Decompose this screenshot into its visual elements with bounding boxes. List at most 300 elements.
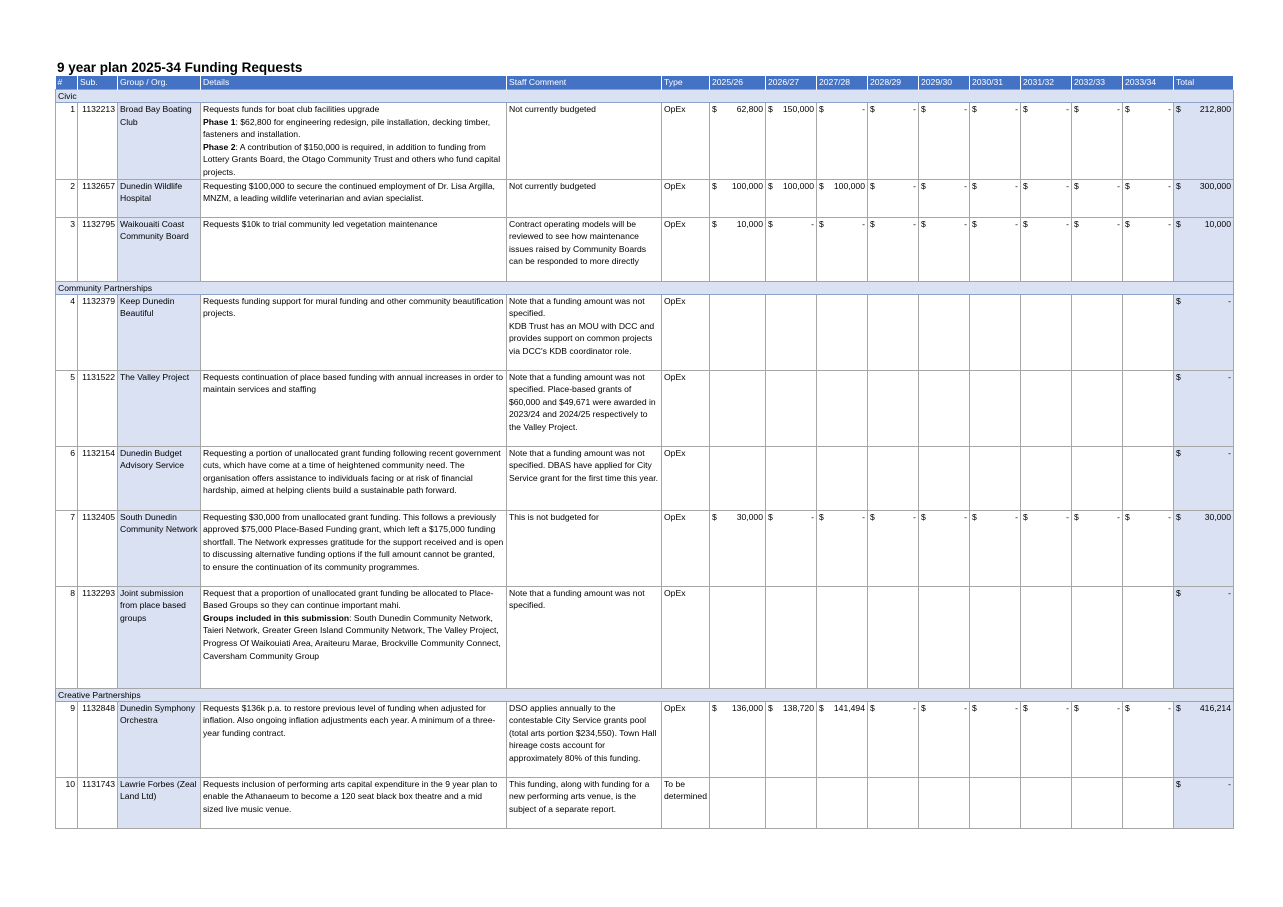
column-header: 2026/27 [765,76,816,90]
type: OpEx [662,217,710,281]
funding-requests-table [55,76,1234,829]
row-number: 10 [56,777,78,828]
currency-symbol: $ [869,104,875,114]
year-amount [765,179,816,217]
submission-id: 1131522 [78,370,118,446]
column-header: Sub. [78,76,118,90]
details [201,777,507,828]
currency-symbol: $ [767,511,773,522]
type: OpEx [662,103,710,180]
table-row [56,103,1234,180]
amount: 62,800 [736,104,763,114]
year-amount [969,179,1020,217]
row-number: 4 [56,294,78,370]
year-amount [1122,103,1173,180]
amount: - [1228,778,1231,789]
total-amount [1173,217,1233,281]
amount: 100,000 [782,180,814,191]
group-org: Dunedin Symphony Orchestra [118,701,201,777]
year-amount [969,294,1020,370]
amount: - [964,104,967,114]
currency-symbol: $ [920,104,926,114]
details-text: : $62,800 for engineering redesign, pile installation, decking timber, fasteners and installation. [203,116,491,140]
column-header: Type [662,76,710,90]
currency-symbol: $ [1124,702,1130,713]
staff-comment-line: Not currently budgeted [509,180,596,191]
currency-symbol: $ [1124,218,1130,229]
staff-comment-line: Not currently budgeted [509,104,596,114]
column-header: Group / Org. [118,76,201,90]
staff-comment [507,446,662,510]
amount: - [1117,702,1120,713]
amount: - [1066,180,1069,191]
year-amount [867,370,918,446]
currency-symbol: $ [869,180,875,191]
column-header: 2031/32 [1020,76,1071,90]
header-row [56,76,1234,90]
amount: - [1066,104,1069,114]
amount: - [1117,511,1120,522]
year-amount [918,217,969,281]
currency-symbol: $ [869,702,875,713]
currency-symbol: $ [1175,218,1181,229]
column-header: Details [201,76,507,90]
currency-symbol: $ [818,511,824,522]
currency-symbol: $ [1022,104,1028,114]
year-amount [816,446,867,510]
total-amount [1173,777,1233,828]
details-paragraph [203,218,504,231]
year-amount [1020,217,1071,281]
details-paragraph [203,103,504,116]
details-text: Requesting $30,000 from unallocated grant funding. This follows a previously approved $75,000 Place-Based Funding grant, which left a $175,000 funding shortfall. The Network expresses gratitude for the support received and is open to discussing alternative funding options if the full amount cannot be granted, to ensure the continuation of its community programmes. [203,511,504,572]
year-amount [969,586,1020,688]
table-row [56,179,1234,217]
currency-symbol: $ [920,218,926,229]
amount: 138,720 [782,702,814,713]
year-amount [969,701,1020,777]
currency-symbol: $ [920,511,926,522]
submission-id: 1132379 [78,294,118,370]
row-number: 5 [56,370,78,446]
year-amount [867,179,918,217]
year-amount [816,586,867,688]
year-amount [816,370,867,446]
staff-comment [507,510,662,586]
year-amount [969,446,1020,510]
amount: - [964,702,967,713]
year-amount [1122,777,1173,828]
table-row [56,217,1234,281]
year-amount [1071,446,1122,510]
currency-symbol: $ [1073,180,1079,191]
year-amount [1122,586,1173,688]
amount: - [1066,702,1069,713]
staff-comment-line: Note that a funding amount was not specified. DBAS have applied for City Service grant for the first time this year. [509,447,659,483]
amount: - [913,218,916,229]
year-amount [867,777,918,828]
staff-comment [507,179,662,217]
year-amount [867,701,918,777]
currency-symbol: $ [869,511,875,522]
amount: 136,000 [731,702,763,713]
amount: 416,214 [1199,702,1231,713]
amount: 100,000 [731,180,763,191]
currency-symbol: $ [1022,511,1028,522]
currency-symbol: $ [711,104,717,114]
year-amount [816,179,867,217]
submission-id: 1132293 [78,586,118,688]
currency-symbol: $ [1175,511,1181,522]
year-amount [709,510,765,586]
currency-symbol: $ [1124,104,1130,114]
year-amount [709,103,765,180]
currency-symbol: $ [767,104,773,114]
year-amount [816,777,867,828]
column-header: # [56,76,78,90]
year-amount [1071,179,1122,217]
currency-symbol: $ [767,180,773,191]
amount: - [1066,511,1069,522]
details [201,586,507,688]
table-row [56,446,1234,510]
year-amount [765,103,816,180]
year-amount [765,701,816,777]
group-org: Keep Dunedin Beautiful [118,294,201,370]
amount: - [1015,180,1018,191]
currency-symbol: $ [711,702,717,713]
currency-symbol: $ [920,180,926,191]
total-amount [1173,179,1233,217]
staff-comment-line: Note that a funding amount was not specified. Place-based grants of $60,000 and $49,671 were awarded in 2023/24 and 2024/25 respectively to the Valley Project. [509,371,656,432]
year-amount [918,446,969,510]
submission-id: 1131743 [78,777,118,828]
currency-symbol: $ [711,180,717,191]
amount: - [1168,104,1171,114]
amount: - [1015,511,1018,522]
currency-symbol: $ [818,180,824,191]
year-amount [1020,586,1071,688]
year-amount [918,370,969,446]
group-org: Waikouaiti Coast Community Board [118,217,201,281]
amount: - [1168,511,1171,522]
currency-symbol: $ [1073,218,1079,229]
currency-symbol: $ [711,218,717,229]
year-amount [918,510,969,586]
details-text: : A contribution of $150,000 is required, in addition to funding from Lottery Grants Board, the Otago Community Trust and others who fund capital projects. [203,141,501,177]
amount: - [913,511,916,522]
year-amount [816,701,867,777]
year-amount [918,103,969,180]
currency-symbol: $ [1073,511,1079,522]
amount: 150,000 [782,104,814,114]
table-row [56,777,1234,828]
table-row [56,586,1234,688]
details-paragraph [203,141,504,179]
currency-symbol: $ [971,180,977,191]
type: To be determined [662,777,710,828]
year-amount [1071,103,1122,180]
year-amount [1071,294,1122,370]
currency-symbol: $ [1073,104,1079,114]
type: OpEx [662,510,710,586]
amount: 10,000 [1204,218,1231,229]
year-amount [765,294,816,370]
year-amount [918,586,969,688]
column-header: 2033/34 [1122,76,1173,90]
staff-comment-line: Note that a funding amount was not specified. [509,587,645,611]
amount: - [913,702,916,713]
row-number: 3 [56,217,78,281]
type: OpEx [662,446,710,510]
details-paragraph [203,612,504,662]
staff-comment [507,103,662,180]
group-org: South Dunedin Community Network [118,510,201,586]
details-text: Request that a proportion of unallocated grant funding be allocated to Place-Based Groups so they can continue important mahi. [203,587,494,611]
group-org: The Valley Project [118,370,201,446]
amount: - [964,511,967,522]
section-row [56,281,1234,294]
currency-symbol: $ [1073,702,1079,713]
year-amount [1071,370,1122,446]
staff-comment [507,701,662,777]
currency-symbol: $ [920,702,926,713]
year-amount [1071,510,1122,586]
year-amount [816,294,867,370]
currency-symbol: $ [1175,702,1181,713]
year-amount [867,446,918,510]
row-number: 1 [56,103,78,180]
year-amount [1071,777,1122,828]
year-amount [709,701,765,777]
year-amount [709,217,765,281]
amount: - [862,511,865,522]
total-amount [1173,586,1233,688]
details-text: Requests continuation of place based funding with annual increases in order to maintain services and staffing [203,371,504,395]
row-number: 9 [56,701,78,777]
year-amount [969,510,1020,586]
amount: - [964,180,967,191]
year-amount [867,103,918,180]
table-row [56,701,1234,777]
amount: - [1015,104,1018,114]
table-row [56,370,1234,446]
amount: - [862,104,865,114]
year-amount [1122,701,1173,777]
column-header: Staff Comment [507,76,662,90]
year-amount [1020,701,1071,777]
year-amount [765,510,816,586]
year-amount [969,777,1020,828]
column-header: 2028/29 [867,76,918,90]
currency-symbol: $ [1175,587,1181,598]
staff-comment-line: DSO applies annually to the contestable City Service grants pool (total arts portion $234,550). Town Hall hireage costs account for approximately 80% of this funding. [509,702,657,763]
group-org: Dunedin Budget Advisory Service [118,446,201,510]
staff-comment-line: This funding, along with funding for a new performing arts venue, is the subject of a separate report. [509,778,650,814]
year-amount [1020,446,1071,510]
year-amount [1071,701,1122,777]
amount: - [1117,180,1120,191]
year-amount [765,446,816,510]
year-amount [709,777,765,828]
year-amount [1122,294,1173,370]
currency-symbol: $ [1175,371,1181,382]
details [201,370,507,446]
staff-comment [507,294,662,370]
submission-id: 1132213 [78,103,118,180]
details-paragraph [203,371,504,396]
year-amount [709,294,765,370]
staff-comment [507,777,662,828]
amount: - [1228,371,1231,382]
year-amount [867,510,918,586]
amount: - [1168,702,1171,713]
currency-symbol: $ [1175,295,1181,306]
details-paragraph [203,511,504,574]
year-amount [1020,103,1071,180]
section-label: Creative Partnerships [56,688,1234,701]
details-bold-label: Phase 1 [203,116,236,127]
amount: - [1117,104,1120,114]
section-row [56,90,1234,103]
column-header: 2030/31 [969,76,1020,90]
currency-symbol: $ [767,218,773,229]
year-amount [1122,370,1173,446]
submission-id: 1132154 [78,446,118,510]
amount: - [1015,218,1018,229]
amount: - [913,180,916,191]
year-amount [765,777,816,828]
amount: - [964,218,967,229]
currency-symbol: $ [1022,218,1028,229]
year-amount [1020,179,1071,217]
details [201,294,507,370]
currency-symbol: $ [767,702,773,713]
year-amount [765,586,816,688]
year-amount [918,294,969,370]
details-text: : South Dunedin Community Network, Taieri Network, Greater Green Island Community Network, The Valley Project, Progress Of Waikouiati Area, Araiteuru Marae, Brockville Community Connect, Caversham Community Group [203,612,501,661]
details-paragraph [203,587,504,612]
group-org: Dunedin Wildlife Hospital [118,179,201,217]
amount: - [1228,447,1231,458]
currency-symbol: $ [1175,778,1181,789]
column-header: 2025/26 [709,76,765,90]
year-amount [765,370,816,446]
details-text: Requesting $100,000 to secure the continued employment of Dr. Lisa Argilla, MNZM, a leading wildlife veterinarian and avian specialist. [203,180,495,204]
submission-id: 1132795 [78,217,118,281]
currency-symbol: $ [971,511,977,522]
group-org: Lawrie Forbes (Zeal Land Ltd) [118,777,201,828]
currency-symbol: $ [1022,180,1028,191]
details-text: Requests inclusion of performing arts capital expenditure in the 9 year plan to enable the Athanaeum to become a 120 seat black box theatre and a mid sized live music venue. [203,778,498,814]
year-amount [1020,510,1071,586]
details-paragraph [203,116,504,141]
year-amount [709,370,765,446]
page-title: 9 year plan 2025-34 Funding Requests [57,60,303,75]
year-amount [867,586,918,688]
year-amount [1020,370,1071,446]
year-amount [1122,510,1173,586]
year-amount [709,179,765,217]
staff-comment [507,217,662,281]
amount: - [1117,218,1120,229]
details-text: Requests $10k to trial community led vegetation maintenance [203,218,438,229]
group-org: Joint submission from place based groups [118,586,201,688]
details-bold-label: Phase 2 [203,141,236,152]
year-amount [1122,179,1173,217]
staff-comment-line: This is not budgeted for [509,511,599,522]
submission-id: 1132657 [78,179,118,217]
year-amount [1071,217,1122,281]
total-amount [1173,701,1233,777]
details [201,103,507,180]
amount: 300,000 [1199,180,1231,191]
group-org: Broad Bay Boating Club [118,103,201,180]
staff-comment-line: KDB Trust has an MOU with DCC and provides support on common projects via DCC's KDB coordinator role. [509,320,655,356]
column-header: 2029/30 [918,76,969,90]
year-amount [969,370,1020,446]
column-header: 2032/33 [1071,76,1122,90]
type: OpEx [662,179,710,217]
details-text: Requests funding support for mural funding and other community beautification projects. [203,295,504,319]
type: OpEx [662,294,710,370]
amount: 100,000 [833,180,865,191]
amount: 212,800 [1199,104,1231,114]
details-text: Requests $136k p.a. to restore previous level of funding when adjusted for inflation. Also ongoing inflation adjustments each year. A minimum of a three-year funding contract. [203,702,496,738]
year-amount [1020,777,1071,828]
year-amount [1071,586,1122,688]
details [201,446,507,510]
amount: - [1015,702,1018,713]
year-amount [709,586,765,688]
currency-symbol: $ [1124,511,1130,522]
column-header: Total [1173,76,1233,90]
year-amount [918,179,969,217]
details [201,217,507,281]
year-amount [1122,446,1173,510]
row-number: 7 [56,510,78,586]
total-amount [1173,510,1233,586]
staff-comment [507,370,662,446]
year-amount [765,217,816,281]
currency-symbol: $ [818,104,824,114]
amount: - [1066,218,1069,229]
total-amount [1173,294,1233,370]
staff-comment-line: Contract operating models will be reviewed to see how maintenance issues raised by Community Boards can be responded to more directly [509,218,647,267]
year-amount [969,103,1020,180]
details-paragraph [203,778,504,816]
row-number: 2 [56,179,78,217]
amount: 141,494 [833,702,865,713]
year-amount [867,294,918,370]
section-label: Civic [56,90,1234,103]
year-amount [867,217,918,281]
amount: - [811,511,814,522]
currency-symbol: $ [1022,702,1028,713]
submission-id: 1132848 [78,701,118,777]
currency-symbol: $ [971,218,977,229]
year-amount [816,103,867,180]
submission-id: 1132405 [78,510,118,586]
amount: - [862,218,865,229]
year-amount [918,777,969,828]
currency-symbol: $ [971,104,977,114]
details-paragraph [203,702,504,740]
table-row [56,294,1234,370]
table-body [56,90,1234,829]
row-number: 8 [56,586,78,688]
section-row [56,688,1234,701]
